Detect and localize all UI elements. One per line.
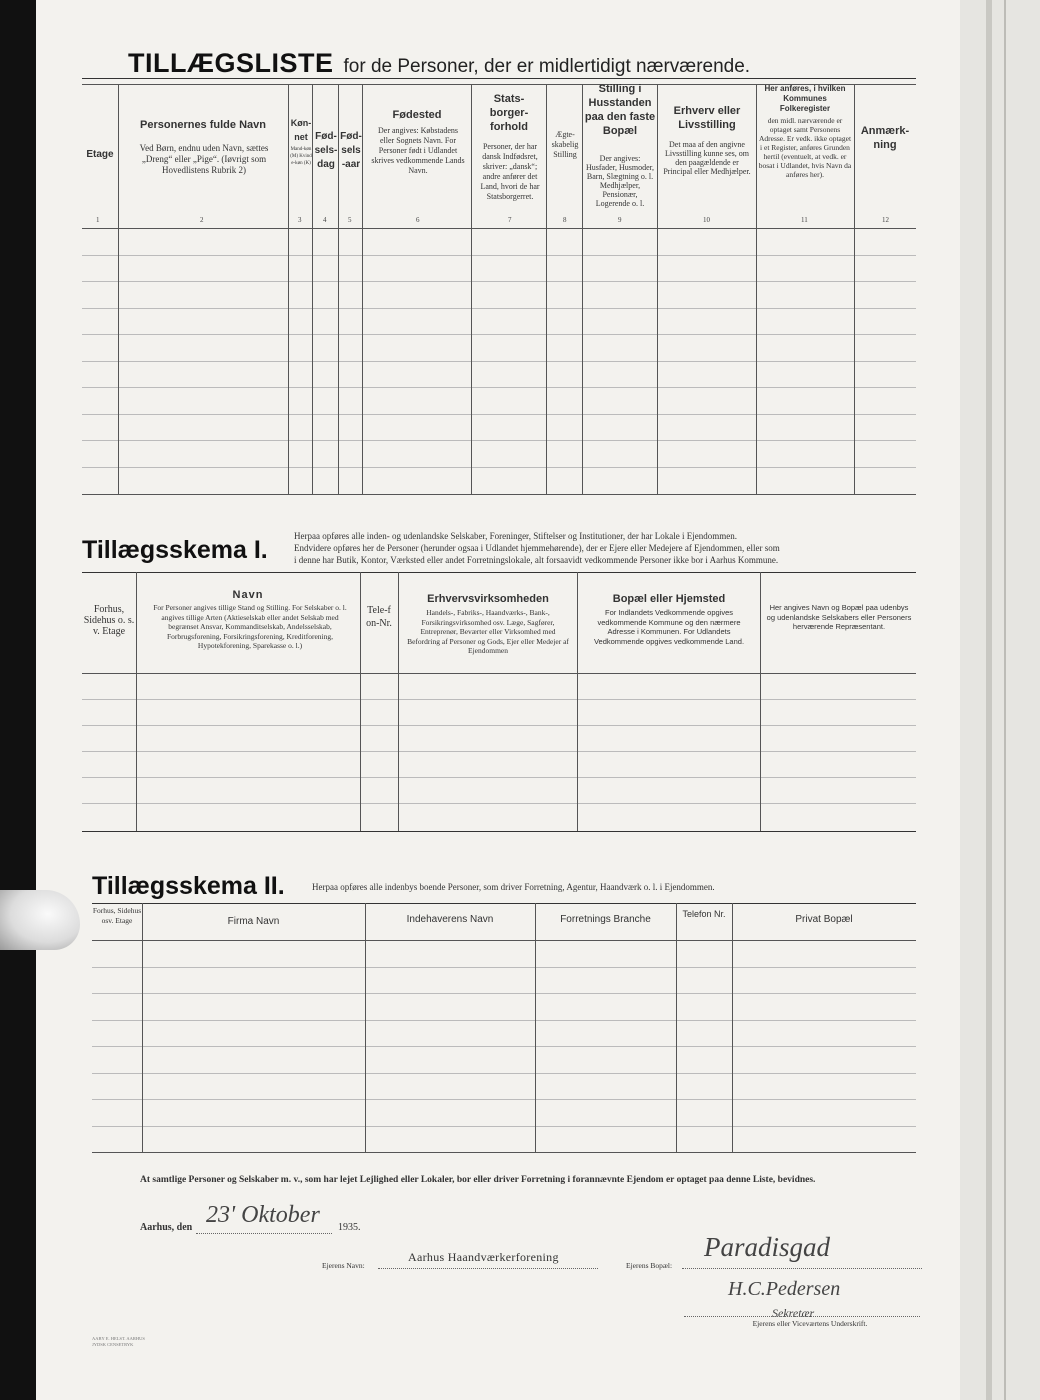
s1-col-telefon: Tele-fon-Nr. xyxy=(366,605,392,629)
num-12: 12 xyxy=(882,216,889,224)
s1-col-bopael-head: Bopæl eller Hjemsted xyxy=(612,593,726,605)
col-foedselsaar-head: Fød-sels-aar xyxy=(340,131,362,170)
col-erhverv-desc: Det maa af den angivne Livsstilling kunne ses, om den paagældende er Principal eller Medhjælper. xyxy=(663,140,751,176)
s2-col-branche: Forretnings Branche xyxy=(560,914,651,925)
signature-handwritten: H.C.Pedersen xyxy=(728,1278,841,1300)
s2-col-bopael: Privat Bopæl xyxy=(795,914,853,925)
num-5: 5 xyxy=(348,216,352,224)
num-9: 9 xyxy=(618,216,622,224)
owner-label: Ejerens Navn: xyxy=(322,1261,365,1270)
s2-col-indehaver: Indehaverens Navn xyxy=(406,914,494,925)
col-etage-head: Etage xyxy=(86,149,114,160)
col-stilling-desc: Der angives: Husfader, Husmoder, Barn, Slægtning o. l. Medhjælper, Pensionær, Logerende o. l. xyxy=(586,154,655,208)
footer-city: Aarhus, den xyxy=(140,1222,193,1233)
s1-col-etage: Forhus, Sidehus o. s. v. Etage xyxy=(83,604,135,637)
book-spine xyxy=(960,0,1040,1400)
skema1-title: Tillægsskema I. xyxy=(82,536,268,564)
num-1: 1 xyxy=(96,216,100,224)
sign-label: Ejerens eller Viceværtens Underskrift. xyxy=(752,1319,868,1328)
num-11: 11 xyxy=(801,216,808,224)
s2-col-etage: Forhus, Sidehus osv. Etage xyxy=(92,906,142,925)
num-3: 3 xyxy=(298,216,302,224)
col-navn-head: Personernes fulde Navn xyxy=(140,119,266,131)
liste-title-main: TILLÆGSLISTE xyxy=(128,48,334,78)
col-stilling-head: Stilling i Husstanden paa den faste Bopæl xyxy=(584,83,656,137)
s1-col-repraesentant: Her angives Navn og Bopæl paa udenbys og udenlandske Selskabers eller Personers herværende Repræsentant. xyxy=(766,603,912,631)
bopael-handwritten: Paradisgad xyxy=(704,1232,831,1262)
s1-col-erhverv-head: Erhvervsvirksomheden xyxy=(427,593,549,605)
skema2-instr: Herpaa opføres alle indenbys boende Personer, som driver Forretning, Agentur, Haandværk o. l. i Ejendommen. xyxy=(312,882,715,892)
s2-col-firma: Firma Navn xyxy=(227,916,280,927)
col-folkeregister-desc: den midl. nærværende er optaget samt Personens Adresse. Er vedk. ikke optaget i et Register, anføres Grunden hertil (eventuelt, at vedk. er bosat i Udlandet, hvis Navn da anføres her). xyxy=(758,116,852,179)
num-6: 6 xyxy=(416,216,420,224)
footer-year: 1935. xyxy=(338,1222,361,1233)
col-foedested-head: Fødested xyxy=(392,109,442,121)
col-stats-desc: Personer, der har dansk Indfødsret, skriver: „dansk“; andre anfører det Land, hvori de har Statsborgerret. xyxy=(480,142,540,201)
s1-col-navn-head: Navn xyxy=(232,589,264,601)
bopael-label: Ejerens Bopæl: xyxy=(626,1261,673,1270)
col-anmaerkning-head: Anmærk-ning xyxy=(860,125,910,151)
s2-col-telefon: Telefon Nr. xyxy=(682,909,726,919)
s1-col-bopael-desc: For Indlandets Vedkommende opgives vedkommende Kommune og den nærmere Adresse i Kommunen. For Udlandets Vedkommende opgives vedkommende Land. xyxy=(593,608,745,646)
skema1-instr-1: Herpaa opføres alle inden- og udenlandske Selskaber, Foreninger, Stiftelser og Institutioner, der har Lokale i Ejendommen. xyxy=(294,531,738,541)
num-2: 2 xyxy=(200,216,204,224)
col-erhverv-head: Erhverv eller Livsstilling xyxy=(673,105,741,131)
thumb-shape xyxy=(0,890,80,950)
liste-title-rest: for de Personer, der er midlertidigt nærværende. xyxy=(343,56,751,77)
col-foedselsdag-head: Fød-sels-dag xyxy=(314,131,338,170)
col-koen-desc: Mand-køn (M) Kvinde-køn (K) xyxy=(290,147,312,166)
num-7: 7 xyxy=(508,216,512,224)
liste-title xyxy=(128,48,750,79)
s1-col-erhverv-desc: Handels-, Fabriks-, Haandværks-, Bank-, Forsikringsvirksomhed osv. Læge, Sagfører, Entreprenør, Beværter eller Virksomhed med Befordring af Personer og Gods, Ejer eller Medejer af Ejendommen xyxy=(407,608,569,655)
col-folkeregister-head: Her anføres, i hvilken Kommunes Folkeregister xyxy=(764,84,846,113)
footer-date-handwritten: 23' Oktober xyxy=(206,1202,320,1228)
col-stats-head: Stats-borger-forhold xyxy=(489,93,529,133)
num-10: 10 xyxy=(703,216,710,224)
num-8: 8 xyxy=(563,216,567,224)
col-aegte-head: Ægte-skabelig Stilling xyxy=(551,130,579,159)
owner-value: Aarhus Haandværkerforening xyxy=(408,1250,559,1264)
form-page xyxy=(36,0,984,1400)
printer-mark: AABY E. HELST. AARHUS JYDSK CENSETRYK xyxy=(92,1336,145,1347)
col-foedested-desc: Der angives: Købstadens eller Sognets Navn. For Personer født i Udlandet skrives vedkommende Lands Navn. xyxy=(371,126,465,175)
s1-col-navn-desc: For Personer angives tillige Stand og Stilling. For Selskaber o. l. angives tillige Arten (Aktieselskab eller andet Selskab med begrænset Ansvar, Kommanditselskab, Andelsselskab, Forbrugsforening, Forsikringsforening, Kreditforening, Hypotekforening, Sparekasse o. l.) xyxy=(153,603,347,650)
num-4: 4 xyxy=(323,216,327,224)
skema2-title: Tillægsskema II. xyxy=(92,872,285,900)
col-koen-head: Køn-net xyxy=(290,118,312,142)
signature-title-handwritten: Sekretær xyxy=(772,1306,815,1320)
footer-statement: At samtlige Personer og Selskaber m. v., som har lejet Lejlighed eller Lokaler, bor eller driver Forretning i forannævnte Ejendom er optaget paa denne Liste, bevidnes. xyxy=(140,1175,816,1185)
col-navn-desc: Ved Børn, endnu uden Navn, sættes „Dreng“ eller „Pige“. (Iøvrigt som Hovedlistens Rubrik 2) xyxy=(139,143,269,175)
skema1-instr-2: Endvidere opføres her de Personer (herunder ogsaa i Udlandet hjemmehørende), der er Ejere eller Medejere af Ejendommen, eller som xyxy=(294,543,780,553)
skema1-instr-3: i denne har Butik, Kontor, Værksted eller andet Forretningslokale, alt forsaavidt vedkommende Personer ikke bor i Aarhus Kommune. xyxy=(294,555,779,565)
